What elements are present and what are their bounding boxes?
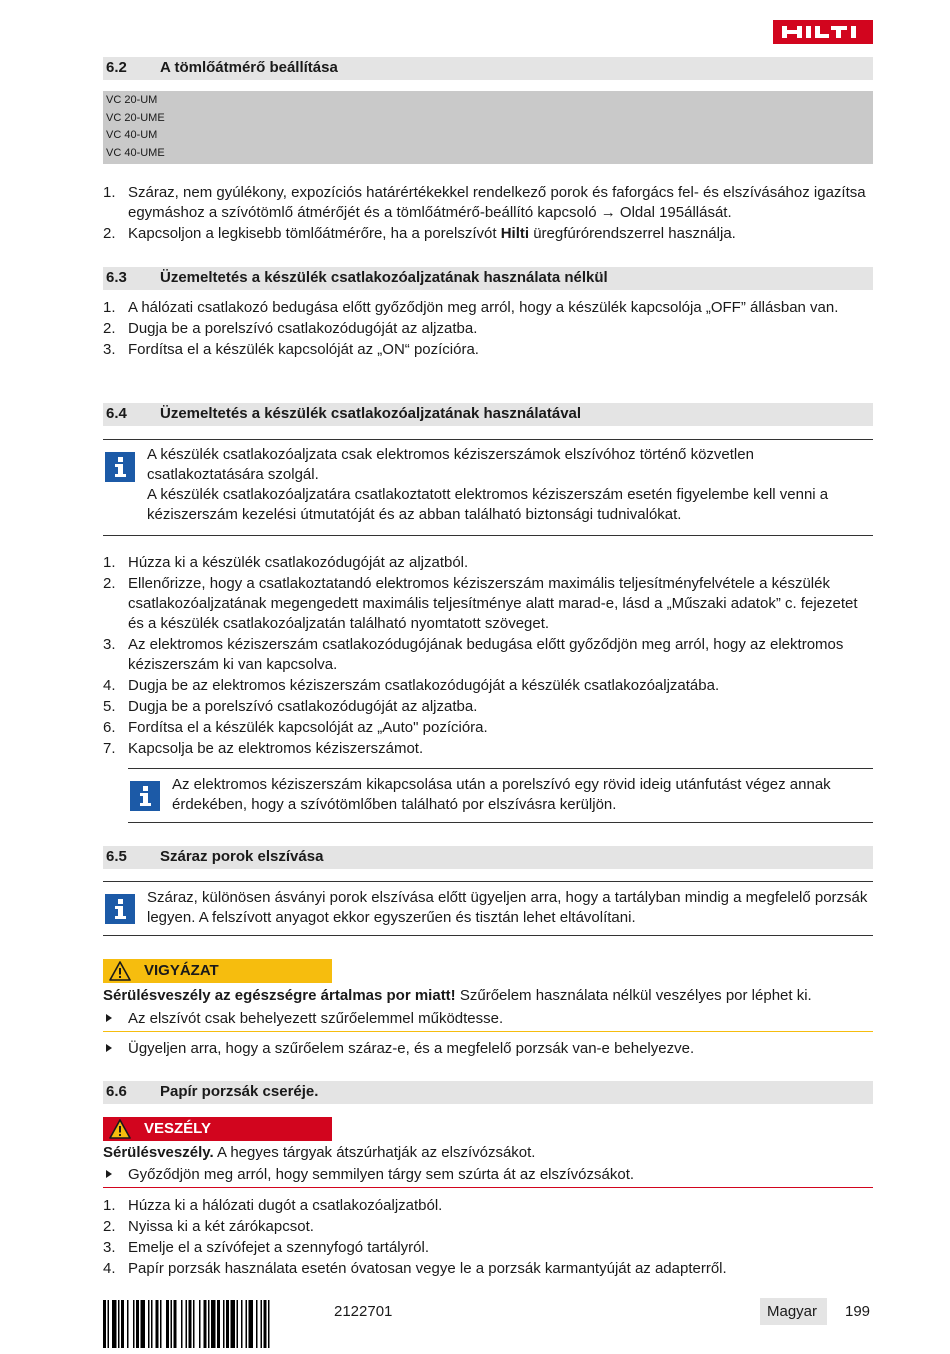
step-number: 2. — [103, 1218, 116, 1235]
list-item — [103, 1238, 873, 1258]
arrow-icon: → — [600, 204, 616, 221]
model-item: VC 20-UM — [106, 94, 158, 106]
section-number: 6.3 — [106, 269, 127, 286]
step-number: 1. — [103, 1197, 116, 1214]
model-item: VC 20-UME — [106, 112, 165, 124]
danger-text: A hegyes tárgyak átszúrhatják az elszívózsákot. — [213, 1144, 536, 1161]
section-heading-6-4 — [103, 403, 873, 426]
step-text: Nyissa ki a két zárókapcsot. — [128, 1218, 314, 1235]
step-number: 3. — [103, 636, 116, 653]
bullet-arrow-icon — [106, 1170, 112, 1178]
section-title: Száraz porok elszívása — [160, 848, 324, 865]
step-number: 4. — [103, 1260, 116, 1277]
step-number: 7. — [103, 740, 116, 757]
list-item — [103, 676, 873, 696]
steps-6-6 — [103, 1196, 873, 1280]
info-note — [128, 768, 873, 823]
warning-bullet — [103, 1009, 873, 1029]
step-number: 1. — [103, 299, 116, 316]
barcode-graphic — [103, 1300, 319, 1348]
brand-name: Hilti — [500, 225, 530, 242]
section-title: A tömlőátmérő beállítása — [160, 59, 338, 76]
page-number: 199 — [845, 1303, 871, 1320]
step-text: Ellenőrizze, hogy a csatlakoztatandó elektromos kéziszerszám maximális teljesítményfelvétele a készülék csatlakozóaljzatának megengedett maximális teljesítménye alatt marad-e, lásd a „Műszaki adatok” c. fejezetet és a készülék csatlakozóaljzatán található nyomtatott szöveget. — [128, 575, 858, 632]
section-number: 6.4 — [106, 405, 127, 422]
list-item — [103, 697, 873, 717]
step-text: üregfúrórendszerrel használja. — [529, 225, 736, 242]
list-item — [103, 340, 873, 360]
note-text: A készülék csatlakozóaljzatára csatlakoztatott elektromos kéziszerszám esetén figyelembe kell venni a kéziszerszám kezelési útmutatóját és az abban található biztonsági tudnivalókat. — [147, 486, 829, 523]
section-title: Üzemeltetés a készülék csatlakozóaljzatának használata nélkül — [160, 269, 608, 286]
list-item — [103, 635, 873, 675]
step-text: Kapcsolja be az elektromos kéziszerszámot. — [128, 740, 424, 757]
page-reference[interactable]: Oldal 195állását. — [615, 204, 732, 221]
bullet-text: Az elszívót csak behelyezett szűrőelemmel működtesse. — [128, 1010, 504, 1027]
step-number: 3. — [103, 1239, 116, 1256]
step-number: 3. — [103, 341, 116, 358]
step-text: Dugja be a porelszívó csatlakozódugóját az aljzatba. — [128, 698, 478, 715]
list-item — [103, 574, 873, 634]
warning-divider — [103, 1031, 873, 1032]
step-text: Dugja be a porelszívó csatlakozódugóját az aljzatba. — [128, 320, 478, 337]
document-number: 2122701 — [334, 1303, 393, 1320]
step-text: Húzza ki a készülék csatlakozódugóját az aljzatból. — [128, 554, 469, 571]
model-item: VC 40-UM — [106, 129, 158, 141]
warning-statement — [103, 986, 873, 1006]
section-title: Papír porzsák cseréje. — [160, 1083, 319, 1100]
list-item — [103, 553, 873, 573]
language-badge — [760, 1298, 827, 1325]
section-number: 6.5 — [106, 848, 127, 865]
step-text: Fordítsa el a készülék kapcsolóját az „Auto" pozícióra. — [128, 719, 488, 736]
section-heading-6-5 — [103, 846, 873, 869]
note-text: Az elektromos kéziszerszám kikapcsolása után a porelszívó egy rövid ideig utánfutást végez annak érdekében, hogy a szívótömlőben található por elszívásra kerüljön. — [172, 776, 831, 813]
list-item — [103, 183, 873, 223]
step-text: Dugja be az elektromos kéziszerszám csatlakozódugóját a készülék csatlakozóaljzatába. — [128, 677, 720, 694]
section-heading-6-3 — [103, 267, 873, 290]
step-text: Kapcsoljon a legkisebb tömlőátmérőre, ha a porelszívót — [128, 225, 501, 242]
barcode — [103, 1300, 319, 1348]
list-item — [103, 298, 873, 318]
info-icon — [130, 781, 160, 811]
warning-text: Szűrőelem használata nélkül veszélyes por léphet ki. — [455, 987, 812, 1004]
step-number: 2. — [103, 320, 116, 337]
warning-label-text: VIGYÁZAT — [144, 962, 219, 979]
hilti-logo — [773, 20, 873, 44]
steps-6-3 — [103, 298, 873, 361]
warning-label — [103, 959, 332, 983]
danger-divider — [103, 1187, 873, 1188]
bullet-arrow-icon — [106, 1044, 112, 1052]
step-text: Papír porzsák használata esetén óvatosan vegye le a porzsák karmantyúját az adapterről. — [128, 1260, 727, 1277]
step-number: 1. — [103, 554, 116, 571]
danger-bullet — [103, 1165, 873, 1185]
warning-bold: Sérülésveszély az egészségre ártalmas por miatt! — [103, 987, 456, 1004]
warning-triangle-icon — [109, 961, 131, 987]
section-heading-6-2 — [103, 57, 873, 80]
bullet-arrow-icon — [106, 1014, 112, 1022]
step-number: 5. — [103, 698, 116, 715]
section-number: 6.6 — [106, 1083, 127, 1100]
danger-bold: Sérülésveszély. — [103, 1144, 214, 1161]
info-note — [103, 439, 873, 536]
step-text: Húzza ki a hálózati dugót a csatlakozóaljzatból. — [128, 1197, 443, 1214]
list-item — [103, 319, 873, 339]
danger-label-text: VESZÉLY — [144, 1120, 211, 1137]
note-text: Száraz, különösen ásványi porok elszívása előtt ügyeljen arra, hogy a tartályban mindig a megfelelő porzsák legyen. A felszívott anyagot ekkor egyszerűen és tisztán lehet eltávolítani. — [147, 889, 868, 926]
step-number: 6. — [103, 719, 116, 736]
step-text: Fordítsa el a készülék kapcsolóját az „ON“ pozícióra. — [128, 341, 479, 358]
bullet-text: Győződjön meg arról, hogy semmilyen tárgy sem szúrta át az elszívózsákot. — [128, 1166, 635, 1183]
bullet-text: Ügyeljen arra, hogy a szűrőelem száraz-e, és a megfelelő porzsák van-e behelyezve. — [128, 1040, 695, 1057]
list-item — [103, 1217, 873, 1237]
list-item — [103, 739, 873, 759]
hilti-logo-mark — [773, 20, 873, 44]
warning-triangle-icon — [109, 1119, 131, 1145]
list-item — [103, 224, 873, 244]
section-title: Üzemeltetés a készülék csatlakozóaljzatának használatával — [160, 405, 582, 422]
info-icon — [105, 452, 135, 482]
info-icon — [105, 894, 135, 924]
steps-6-2 — [103, 183, 873, 245]
step-number: 4. — [103, 677, 116, 694]
info-note — [103, 881, 873, 936]
step-number: 2. — [103, 575, 116, 592]
note-text: A készülék csatlakozóaljzata csak elektromos kéziszerszámok elszívóhoz történő közvetlen csatlakoztatására szolgál. — [147, 446, 754, 483]
list-item — [103, 1196, 873, 1216]
list-item — [103, 1259, 873, 1279]
step-text: Az elektromos kéziszerszám csatlakozódugójának bedugása előtt győződjön meg arról, hogy az elektromos kéziszerszám ki van kapcsolva. — [128, 636, 844, 673]
step-text: Száraz, nem gyúlékony, expozíciós határértékekkel rendelkező porok és faforgács fel- és elszívásához igazítsa egymáshoz a szívótömlő átmérőjét és a tömlőátmérő-beállító kapcsoló — [128, 184, 866, 221]
danger-label — [103, 1117, 332, 1141]
language-label: Magyar — [767, 1303, 818, 1320]
step-text: A hálózati csatlakozó bedugása előtt győződjön meg arról, hogy a készülék kapcsolója „OFF” állásban van. — [128, 299, 839, 316]
step-text: Emelje el a szívófejet a szennyfogó tartályról. — [128, 1239, 429, 1256]
steps-6-4 — [103, 553, 873, 760]
section-heading-6-6 — [103, 1081, 873, 1104]
model-item: VC 40-UME — [106, 147, 165, 159]
warning-bullet — [103, 1039, 873, 1059]
list-item — [103, 718, 873, 738]
danger-statement — [103, 1143, 873, 1163]
section-number: 6.2 — [106, 59, 127, 76]
model-list — [103, 91, 873, 164]
step-number: 2. — [103, 225, 116, 242]
step-number: 1. — [103, 184, 116, 201]
